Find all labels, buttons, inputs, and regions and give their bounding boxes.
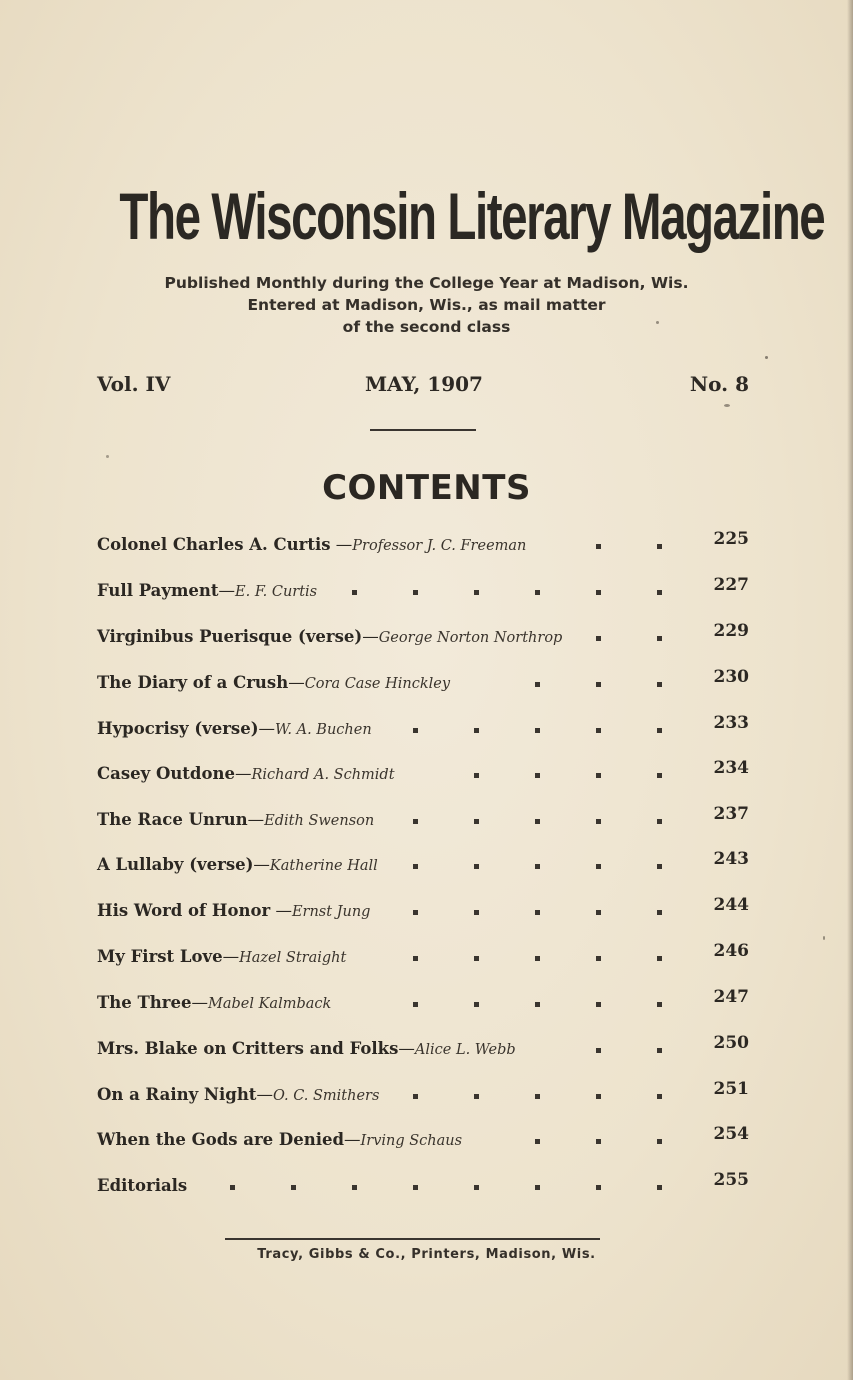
toc-title-text: When the Gods are Denied — [97, 1130, 345, 1149]
paper-speck — [656, 321, 659, 324]
volume-label: Vol. IV — [97, 372, 171, 396]
toc-separator: — — [247, 810, 265, 829]
leader-dot — [413, 1094, 418, 1099]
toc-page-number: 229 — [713, 621, 749, 641]
toc-entry — [97, 849, 749, 881]
toc-title-text: Hypocrisy (verse) — [97, 719, 259, 738]
toc-entry — [97, 621, 749, 653]
toc-page-number: 227 — [713, 575, 749, 595]
toc-page-number: 233 — [713, 713, 749, 733]
toc-title-text: Mrs. Blake on Critters and Folks — [97, 1039, 399, 1058]
toc-title-text: Casey Outdone — [97, 764, 235, 783]
toc-entry-author: Alice L. Webb — [414, 1042, 516, 1058]
toc-separator: — — [234, 764, 252, 783]
toc-entry-title — [97, 673, 450, 692]
toc-separator: — — [256, 1085, 273, 1104]
leader-dot — [535, 1002, 540, 1007]
leader-dot — [413, 956, 418, 961]
leader-dot — [596, 590, 601, 595]
toc-separator: — — [258, 719, 276, 738]
toc-page-number: 244 — [713, 895, 749, 915]
leader-dot — [657, 728, 662, 733]
toc-entry-author: O. C. Smithers — [272, 1088, 380, 1104]
leader-dot — [474, 773, 479, 778]
leader-dot — [657, 1048, 662, 1053]
toc-title-text: The Three — [97, 993, 192, 1012]
toc-entry-author: E. F. Curtis — [235, 584, 318, 600]
leader-dot — [535, 819, 540, 824]
toc-entry — [97, 1033, 749, 1065]
toc-title-text: Virginibus Puerisque (verse) — [97, 627, 363, 646]
leader-dot — [657, 956, 662, 961]
leader-dot — [596, 1185, 601, 1190]
issue-number: No. 8 — [689, 372, 749, 396]
toc-separator: — — [344, 1130, 361, 1149]
toc-entry-title — [97, 1039, 516, 1058]
toc-entry-author: Mabel Kalmback — [207, 996, 332, 1012]
toc-entry — [97, 529, 749, 561]
toc-entry — [97, 667, 749, 699]
leader-dot — [413, 1002, 418, 1007]
toc-page-number: 237 — [713, 804, 749, 824]
toc-page-number: 255 — [713, 1170, 749, 1190]
publication-line-3: of the second class — [342, 318, 511, 336]
leader-dot — [230, 1185, 235, 1190]
toc-entry — [97, 1124, 749, 1156]
leader-dot — [535, 864, 540, 869]
printer-credit: Tracy, Gibbs & Co., Printers, Madison, Wis. — [257, 1247, 596, 1262]
toc-entry-title — [97, 901, 370, 920]
toc-entry-author: W. A. Buchen — [275, 722, 372, 738]
toc-entry-author: Irving Schaus — [360, 1133, 463, 1149]
toc-page-number: 247 — [713, 987, 749, 1007]
toc-separator: — — [191, 993, 208, 1012]
toc-entry — [97, 895, 749, 927]
leader-dot — [657, 819, 662, 824]
toc-page-number: 243 — [713, 849, 749, 869]
toc-entry-title — [97, 627, 562, 646]
toc-entry-author: Katherine Hall — [269, 858, 378, 874]
leader-dot — [535, 910, 540, 915]
footer-rule — [225, 1238, 600, 1240]
leader-dot — [596, 773, 601, 778]
toc-title-text: A Lullaby (verse) — [97, 855, 254, 874]
leader-dot — [413, 910, 418, 915]
toc-title-text: Editorials — [97, 1176, 188, 1195]
leader-dot — [657, 773, 662, 778]
toc-entry-author: Cora Case Hinckley — [304, 676, 451, 692]
leader-dot — [657, 1185, 662, 1190]
toc-title-text: On a Rainy Night — [97, 1085, 257, 1104]
leader-dot — [657, 682, 662, 687]
toc-separator: — — [218, 581, 236, 600]
leader-dot — [596, 910, 601, 915]
leader-dot — [535, 728, 540, 733]
issue-date: MAY, 1907 — [365, 372, 483, 396]
toc-entry-author: Ernst Jung — [291, 904, 371, 920]
leader-dot — [596, 728, 601, 733]
leader-dot — [474, 956, 479, 961]
leader-dot — [413, 864, 418, 869]
toc-entry-title — [97, 719, 372, 738]
toc-page-number: 230 — [713, 667, 749, 687]
leader-dot — [657, 636, 662, 641]
leader-dot — [596, 1002, 601, 1007]
toc-page-number: 254 — [713, 1124, 749, 1144]
publication-line-2: Entered at Madison, Wis., as mail matter — [247, 296, 606, 314]
leader-dot — [413, 728, 418, 733]
paper-speck — [765, 356, 768, 359]
toc-entry-title — [97, 810, 374, 829]
toc-entry — [97, 804, 749, 836]
leader-dot — [596, 636, 601, 641]
toc-entry-title — [97, 993, 331, 1012]
leader-dot — [596, 1139, 601, 1144]
leader-dot — [535, 1139, 540, 1144]
toc-entry-author: Richard A. Schmidt — [251, 767, 395, 783]
toc-entry-title — [97, 947, 346, 966]
toc-entry-title — [97, 535, 526, 554]
leader-dot — [657, 1002, 662, 1007]
toc-entry-author: George Norton Northrop — [378, 630, 563, 646]
toc-entry-author: Professor J. C. Freeman — [352, 538, 527, 554]
toc-separator: — — [222, 947, 240, 966]
leader-dot — [596, 819, 601, 824]
toc-separator: — — [288, 673, 305, 692]
leader-dot — [596, 956, 601, 961]
leader-dot — [596, 864, 601, 869]
leader-dot — [596, 682, 601, 687]
toc-separator: — — [362, 627, 379, 646]
toc-title-text: Colonel Charles A. Curtis — [97, 535, 331, 554]
toc-title-text: My First Love — [97, 947, 223, 966]
toc-page-number: 234 — [713, 758, 749, 778]
leader-dot — [657, 1139, 662, 1144]
toc-entry-author: Hazel Straight — [239, 950, 347, 966]
toc-entry — [97, 758, 749, 790]
leader-dot — [474, 590, 479, 595]
leader-dot — [535, 1094, 540, 1099]
leader-dot — [474, 1094, 479, 1099]
leader-dot — [657, 910, 662, 915]
leader-dot — [474, 910, 479, 915]
toc-entry-title — [97, 1176, 187, 1195]
toc-entry-title — [97, 581, 317, 600]
toc-separator: — — [270, 901, 292, 920]
leader-dot — [474, 864, 479, 869]
leader-dot — [474, 819, 479, 824]
leader-dot — [596, 1094, 601, 1099]
toc-page-number: 246 — [713, 941, 749, 961]
toc-entry-title — [97, 764, 395, 783]
publication-line-1: Published Monthly during the College Year at Madison, Wis. — [164, 274, 689, 292]
leader-dot — [291, 1185, 296, 1190]
contents-heading: CONTENTS — [322, 468, 531, 508]
toc-page-number: 225 — [713, 529, 749, 549]
leader-dot — [535, 590, 540, 595]
toc-entry — [97, 1170, 749, 1202]
toc-title-text: His Word of Honor — [97, 901, 271, 920]
toc-separator: — — [253, 855, 270, 874]
leader-dot — [596, 1048, 601, 1053]
leader-dot — [413, 590, 418, 595]
leader-dot — [474, 728, 479, 733]
leader-dot — [535, 773, 540, 778]
leader-dot — [657, 864, 662, 869]
toc-entry — [97, 941, 749, 973]
leader-dot — [474, 1002, 479, 1007]
leader-dot — [535, 1185, 540, 1190]
toc-entry-title — [97, 1130, 462, 1149]
toc-title-text: The Race Unrun — [97, 810, 248, 829]
leader-dot — [657, 1094, 662, 1099]
toc-title-text: The Diary of a Crush — [97, 673, 289, 692]
leader-dot — [474, 1185, 479, 1190]
leader-dot — [352, 590, 357, 595]
toc-entry-title — [97, 1085, 379, 1104]
toc-entry-author: Edith Swenson — [264, 813, 375, 829]
leader-dot — [657, 544, 662, 549]
toc-entry-title — [97, 855, 378, 874]
leader-dot — [535, 682, 540, 687]
leader-dot — [413, 819, 418, 824]
leader-dot — [657, 590, 662, 595]
paper-speck — [823, 936, 825, 940]
leader-dot — [352, 1185, 357, 1190]
toc-separator: — — [330, 535, 353, 554]
toc-separator: — — [398, 1039, 415, 1058]
toc-page-number: 250 — [713, 1033, 749, 1053]
toc-entry — [97, 987, 749, 1019]
toc-entry — [97, 713, 749, 745]
magazine-title: The Wisconsin Literary Magazine — [119, 179, 825, 253]
leader-dot — [413, 1185, 418, 1190]
toc-entry — [97, 1079, 749, 1111]
leader-dot — [596, 544, 601, 549]
leader-dot — [535, 956, 540, 961]
toc-entry — [97, 575, 749, 607]
paper-speck — [724, 404, 730, 407]
toc-page-number: 251 — [713, 1079, 749, 1099]
toc-title-text: Full Payment — [97, 581, 219, 600]
paper-speck — [106, 455, 109, 458]
